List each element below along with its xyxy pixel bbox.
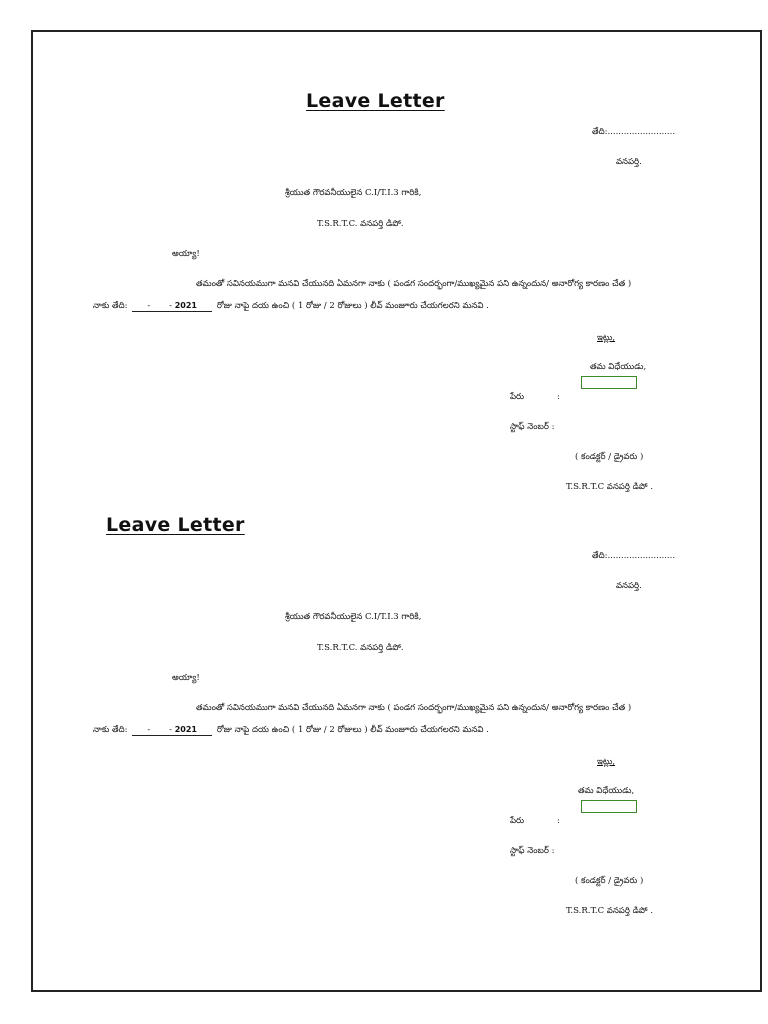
body-suffix: రోజు నాపై దయ ఉంచి ( 1 రోజు / 2 రోజులు ) లీవ్ మంజూరు చేయగలరని మనవి . xyxy=(216,725,489,735)
letter-title: Leave Letter xyxy=(106,514,245,536)
leave-letter-2 xyxy=(0,424,768,916)
body-line-2 xyxy=(93,301,489,313)
date-dash-2: - xyxy=(169,301,172,311)
depot-signature: T.S.R.T.C వనపర్తి డిపో . xyxy=(566,906,653,916)
body-line-1: తమంతో సవినయముగా మనవి చేయునది ఏమనగా నాకు ( పండగ సందర్భంగా/ముఖ్యమైన పని ఉన్నందున/ అనారోగ్య కారణం చేత ) xyxy=(196,703,632,713)
leave-date-field[interactable] xyxy=(132,301,212,312)
body-suffix: రోజు నాపై దయ ఉంచి ( 1 రోజు / 2 రోజులు ) లీవ్ మంజూరు చేయగలరని మనవి . xyxy=(216,301,489,311)
depot-line: T.S.R.T.C. వనపర్తి డిపో. xyxy=(317,219,404,229)
staff-number-label: స్టాఫ్ నెంబర్ : xyxy=(510,846,555,856)
closing: ఇట్లు, xyxy=(597,757,616,767)
date-dash-1: - xyxy=(147,301,151,311)
letter-title: Leave Letter xyxy=(306,90,445,112)
yours-faithfully: తమ విధేయుడు, xyxy=(590,362,647,372)
body-prefix: నాకు తేది: xyxy=(93,301,128,311)
role-line: ( కండక్టర్ / డ్రైవరు ) xyxy=(575,876,644,886)
name-colon: : xyxy=(557,392,560,402)
name-colon: : xyxy=(557,816,560,826)
yours-faithfully: తమ విధేయుడు, xyxy=(578,786,635,796)
name-label: పేరు xyxy=(510,392,525,402)
staff-number-label: స్టాఫ్ నెంబర్ : xyxy=(510,422,555,432)
body-line-1: తమంతో సవినయముగా మనవి చేయునది ఏమనగా నాకు ( పండగ సందర్భంగా/ముఖ్యమైన పని ఉన్నందున/ అనారోగ్య కారణం చేత ) xyxy=(196,279,632,289)
date-dash-2: - xyxy=(169,725,172,735)
depot-line: T.S.R.T.C. వనపర్తి డిపో. xyxy=(317,643,404,653)
role-line: ( కండక్టర్ / డ్రైవరు ) xyxy=(575,452,644,462)
signature-box[interactable] xyxy=(581,376,637,389)
place: వనపర్తి. xyxy=(616,581,642,591)
leave-letter-1 xyxy=(0,0,768,492)
signature-box[interactable] xyxy=(581,800,637,813)
name-label: పేరు xyxy=(510,816,525,826)
date-dash-1: - xyxy=(147,725,151,735)
date-year: 2021 xyxy=(174,725,197,734)
recipient-line: శ్రీయుత గౌరవనీయులైన C.I/T.I.3 గారికి, xyxy=(285,612,422,622)
date-line: తేది:......................... xyxy=(592,127,676,137)
closing: ఇట్లు, xyxy=(597,333,616,343)
date-year: 2021 xyxy=(174,301,197,310)
body-prefix: నాకు తేది: xyxy=(93,725,128,735)
recipient-line: శ్రీయుత గౌరవనీయులైన C.I/T.I.3 గారికి, xyxy=(285,188,422,198)
salutation: అయ్యా! xyxy=(172,249,200,259)
place: వనపర్తి. xyxy=(616,157,642,167)
salutation: అయ్యా! xyxy=(172,673,200,683)
body-line-2 xyxy=(93,725,489,737)
depot-signature: T.S.R.T.C వనపర్తి డిపో . xyxy=(566,482,653,492)
leave-date-field[interactable] xyxy=(132,725,212,736)
date-line: తేది:......................... xyxy=(592,551,676,561)
